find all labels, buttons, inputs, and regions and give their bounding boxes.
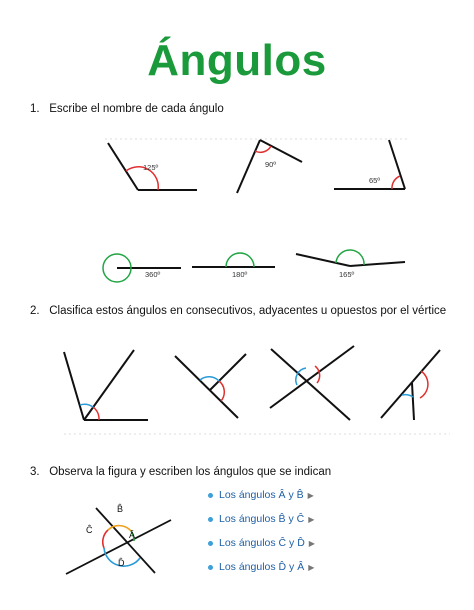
angle-label-125: 125º	[143, 163, 159, 172]
play-icon[interactable]: ▶	[308, 539, 315, 548]
question-1-number: 1.	[30, 103, 40, 115]
figure-label-b: B̂	[117, 504, 124, 514]
question-3-text: Observa la figura y escriben los ángulos que se indican	[49, 466, 332, 478]
figure-label-a: Â	[129, 530, 136, 540]
bullet-icon	[208, 517, 213, 522]
question-2	[30, 305, 460, 317]
q3-item-3-text: Los ángulos Ĉ y D̂	[219, 537, 305, 549]
q3-item-1-text: Los ángulos Â y B̂	[219, 489, 304, 501]
figure-label-d: D̂	[118, 558, 125, 568]
question-2-text: Clasifica estos ángulos en consecutivos, adyacentes u opuestos por el vértice	[49, 305, 447, 317]
figure-label-c: Ĉ	[86, 525, 93, 535]
question-2-number: 2.	[30, 305, 40, 317]
angle-360	[103, 254, 181, 282]
q3-item-2-text: Los ángulos B̂ y Ĉ	[219, 513, 305, 525]
q3-item-2[interactable]	[208, 513, 314, 525]
page-title: Ángulos	[147, 36, 327, 85]
bullet-icon	[208, 541, 213, 546]
q3-item-4-text: Los ángulos D̂ y Â	[219, 561, 305, 573]
q3-item-1[interactable]	[208, 489, 314, 501]
angle-label-65: 65º	[369, 176, 381, 185]
question-2-figures	[64, 346, 450, 434]
angle-125	[108, 143, 197, 190]
question-3-number: 3.	[30, 466, 40, 478]
question-3	[30, 466, 331, 478]
q3-item-4[interactable]	[208, 561, 314, 573]
angle-label-165: 165º	[339, 270, 355, 279]
question-3-figure	[66, 504, 171, 574]
q3-item-3[interactable]	[208, 537, 315, 549]
angle-180	[192, 253, 275, 279]
bullet-icon	[208, 493, 213, 498]
angle-label-360: 360º	[145, 270, 161, 279]
play-icon[interactable]: ▶	[307, 491, 314, 500]
question-1-text: Escribe el nombre de cada ángulo	[49, 103, 224, 115]
bullet-icon	[208, 565, 213, 570]
angle-90	[237, 140, 302, 193]
play-icon[interactable]: ▶	[308, 515, 315, 524]
angle-65	[334, 140, 405, 189]
angle-165	[296, 250, 405, 279]
angle-label-90: 90º	[265, 160, 277, 169]
play-icon[interactable]: ▶	[308, 563, 315, 572]
angle-label-180: 180º	[232, 270, 248, 279]
